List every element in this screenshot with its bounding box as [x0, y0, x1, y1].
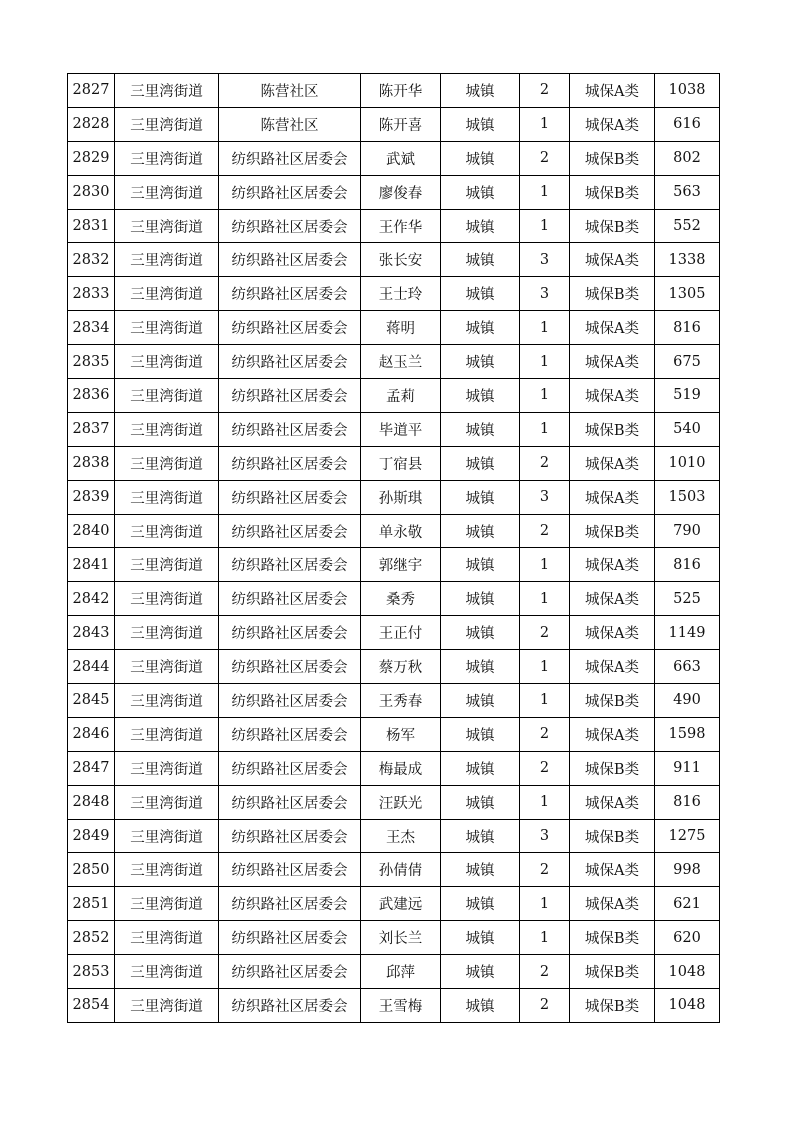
cell-row-number: 2828: [68, 107, 115, 141]
cell-area-type: 城镇: [441, 684, 520, 718]
cell-amount: 616: [655, 107, 720, 141]
table-body: [68, 74, 720, 1023]
cell-area-type: 城镇: [441, 175, 520, 209]
cell-household-size: 1: [520, 582, 570, 616]
cell-subdistrict: 三里湾街道: [115, 446, 219, 480]
cell-household-size: 1: [520, 650, 570, 684]
cell-household-head: 孙倩倩: [361, 853, 441, 887]
cell-area-type: 城镇: [441, 921, 520, 955]
cell-household-size: 2: [520, 955, 570, 989]
cell-household-head: 武斌: [361, 141, 441, 175]
table-row: [68, 379, 720, 413]
cell-community: 纺织路社区居委会: [219, 785, 361, 819]
cell-household-head: 王士玲: [361, 277, 441, 311]
cell-household-size: 1: [520, 345, 570, 379]
cell-household-head: 王作华: [361, 209, 441, 243]
cell-row-number: 2840: [68, 514, 115, 548]
cell-household-head: 郭继宇: [361, 548, 441, 582]
cell-household-head: 孟莉: [361, 379, 441, 413]
cell-community: 纺织路社区居委会: [219, 921, 361, 955]
cell-category: 城保A类: [570, 650, 655, 684]
cell-community: 纺织路社区居委会: [219, 955, 361, 989]
cell-household-size: 1: [520, 684, 570, 718]
cell-area-type: 城镇: [441, 514, 520, 548]
cell-household-head: 张长安: [361, 243, 441, 277]
cell-area-type: 城镇: [441, 853, 520, 887]
cell-area-type: 城镇: [441, 141, 520, 175]
table-row: [68, 345, 720, 379]
cell-category: 城保A类: [570, 785, 655, 819]
cell-category: 城保B类: [570, 175, 655, 209]
cell-category: 城保B类: [570, 277, 655, 311]
cell-household-head: 王杰: [361, 819, 441, 853]
cell-subdistrict: 三里湾街道: [115, 480, 219, 514]
cell-amount: 816: [655, 785, 720, 819]
cell-row-number: 2842: [68, 582, 115, 616]
table-row: [68, 514, 720, 548]
table-row: [68, 412, 720, 446]
cell-row-number: 2835: [68, 345, 115, 379]
cell-row-number: 2836: [68, 379, 115, 413]
cell-community: 纺织路社区居委会: [219, 277, 361, 311]
cell-area-type: 城镇: [441, 311, 520, 345]
cell-row-number: 2849: [68, 819, 115, 853]
cell-category: 城保A类: [570, 582, 655, 616]
cell-community: 纺织路社区居委会: [219, 480, 361, 514]
cell-row-number: 2829: [68, 141, 115, 175]
table-row: [68, 141, 720, 175]
cell-row-number: 2852: [68, 921, 115, 955]
cell-category: 城保B类: [570, 684, 655, 718]
cell-category: 城保B类: [570, 209, 655, 243]
cell-household-head: 王秀春: [361, 684, 441, 718]
cell-community: 纺织路社区居委会: [219, 751, 361, 785]
cell-amount: 1048: [655, 989, 720, 1023]
cell-area-type: 城镇: [441, 650, 520, 684]
cell-household-size: 1: [520, 548, 570, 582]
cell-subdistrict: 三里湾街道: [115, 785, 219, 819]
cell-row-number: 2838: [68, 446, 115, 480]
cell-amount: 998: [655, 853, 720, 887]
cell-subdistrict: 三里湾街道: [115, 684, 219, 718]
cell-row-number: 2845: [68, 684, 115, 718]
cell-community: 纺织路社区居委会: [219, 887, 361, 921]
cell-household-size: 3: [520, 480, 570, 514]
cell-area-type: 城镇: [441, 446, 520, 480]
cell-area-type: 城镇: [441, 107, 520, 141]
cell-household-size: 1: [520, 412, 570, 446]
cell-community: 纺织路社区居委会: [219, 243, 361, 277]
cell-row-number: 2843: [68, 616, 115, 650]
cell-area-type: 城镇: [441, 412, 520, 446]
cell-community: 纺织路社区居委会: [219, 548, 361, 582]
cell-amount: 675: [655, 345, 720, 379]
cell-household-head: 单永敬: [361, 514, 441, 548]
cell-category: 城保A类: [570, 107, 655, 141]
cell-subdistrict: 三里湾街道: [115, 243, 219, 277]
cell-subdistrict: 三里湾街道: [115, 209, 219, 243]
cell-community: 纺织路社区居委会: [219, 989, 361, 1023]
cell-amount: 1275: [655, 819, 720, 853]
cell-household-size: 2: [520, 446, 570, 480]
cell-category: 城保A类: [570, 311, 655, 345]
cell-community: 纺织路社区居委会: [219, 650, 361, 684]
cell-amount: 1149: [655, 616, 720, 650]
cell-community: 纺织路社区居委会: [219, 582, 361, 616]
table-row: [68, 209, 720, 243]
cell-subdistrict: 三里湾街道: [115, 989, 219, 1023]
cell-area-type: 城镇: [441, 209, 520, 243]
table-row: [68, 717, 720, 751]
cell-category: 城保A类: [570, 853, 655, 887]
cell-household-size: 1: [520, 209, 570, 243]
cell-community: 纺织路社区居委会: [219, 616, 361, 650]
cell-household-head: 刘长兰: [361, 921, 441, 955]
cell-row-number: 2854: [68, 989, 115, 1023]
cell-amount: 525: [655, 582, 720, 616]
cell-household-head: 邱萍: [361, 955, 441, 989]
table-row: [68, 277, 720, 311]
table-row: [68, 74, 720, 108]
cell-subdistrict: 三里湾街道: [115, 582, 219, 616]
cell-row-number: 2832: [68, 243, 115, 277]
cell-community: 纺织路社区居委会: [219, 853, 361, 887]
cell-category: 城保A类: [570, 74, 655, 108]
cell-community: 纺织路社区居委会: [219, 345, 361, 379]
cell-area-type: 城镇: [441, 480, 520, 514]
cell-category: 城保B类: [570, 989, 655, 1023]
cell-subdistrict: 三里湾街道: [115, 548, 219, 582]
cell-community: 纺织路社区居委会: [219, 379, 361, 413]
table-row: [68, 887, 720, 921]
cell-household-head: 桑秀: [361, 582, 441, 616]
cell-category: 城保A类: [570, 379, 655, 413]
cell-amount: 1338: [655, 243, 720, 277]
table-row: [68, 955, 720, 989]
table-row: [68, 785, 720, 819]
cell-area-type: 城镇: [441, 785, 520, 819]
cell-area-type: 城镇: [441, 717, 520, 751]
cell-household-size: 3: [520, 819, 570, 853]
cell-area-type: 城镇: [441, 751, 520, 785]
cell-amount: 490: [655, 684, 720, 718]
cell-row-number: 2827: [68, 74, 115, 108]
cell-area-type: 城镇: [441, 379, 520, 413]
cell-household-size: 1: [520, 921, 570, 955]
cell-amount: 1010: [655, 446, 720, 480]
cell-subdistrict: 三里湾街道: [115, 311, 219, 345]
cell-household-head: 丁宿县: [361, 446, 441, 480]
cell-household-head: 蔡万秋: [361, 650, 441, 684]
cell-household-size: 1: [520, 379, 570, 413]
cell-subdistrict: 三里湾街道: [115, 921, 219, 955]
cell-household-size: 2: [520, 989, 570, 1023]
cell-row-number: 2830: [68, 175, 115, 209]
cell-subdistrict: 三里湾街道: [115, 379, 219, 413]
cell-household-size: 3: [520, 277, 570, 311]
cell-category: 城保A类: [570, 887, 655, 921]
cell-amount: 563: [655, 175, 720, 209]
cell-community: 纺织路社区居委会: [219, 412, 361, 446]
cell-household-head: 杨军: [361, 717, 441, 751]
cell-category: 城保A类: [570, 616, 655, 650]
cell-household-size: 2: [520, 74, 570, 108]
cell-household-head: 王雪梅: [361, 989, 441, 1023]
cell-community: 纺织路社区居委会: [219, 446, 361, 480]
cell-amount: 621: [655, 887, 720, 921]
cell-household-size: 1: [520, 175, 570, 209]
assistance-roster-table: [67, 73, 720, 1023]
cell-household-size: 1: [520, 107, 570, 141]
cell-household-size: 2: [520, 616, 570, 650]
cell-row-number: 2851: [68, 887, 115, 921]
cell-category: 城保B类: [570, 751, 655, 785]
cell-community: 陈营社区: [219, 107, 361, 141]
cell-amount: 790: [655, 514, 720, 548]
cell-community: 纺织路社区居委会: [219, 819, 361, 853]
cell-amount: 1038: [655, 74, 720, 108]
cell-row-number: 2846: [68, 717, 115, 751]
cell-area-type: 城镇: [441, 582, 520, 616]
cell-household-head: 廖俊春: [361, 175, 441, 209]
table-row: [68, 650, 720, 684]
cell-row-number: 2844: [68, 650, 115, 684]
cell-household-head: 蒋明: [361, 311, 441, 345]
cell-subdistrict: 三里湾街道: [115, 345, 219, 379]
cell-amount: 1503: [655, 480, 720, 514]
cell-amount: 1305: [655, 277, 720, 311]
cell-category: 城保A类: [570, 548, 655, 582]
cell-subdistrict: 三里湾街道: [115, 412, 219, 446]
cell-category: 城保B类: [570, 412, 655, 446]
cell-subdistrict: 三里湾街道: [115, 514, 219, 548]
cell-category: 城保B类: [570, 955, 655, 989]
cell-amount: 802: [655, 141, 720, 175]
cell-row-number: 2853: [68, 955, 115, 989]
cell-community: 纺织路社区居委会: [219, 141, 361, 175]
table-row: [68, 751, 720, 785]
cell-amount: 663: [655, 650, 720, 684]
cell-subdistrict: 三里湾街道: [115, 107, 219, 141]
cell-community: 纺织路社区居委会: [219, 311, 361, 345]
cell-amount: 620: [655, 921, 720, 955]
cell-subdistrict: 三里湾街道: [115, 175, 219, 209]
cell-community: 陈营社区: [219, 74, 361, 108]
table-row: [68, 616, 720, 650]
cell-household-size: 2: [520, 514, 570, 548]
cell-household-size: 1: [520, 311, 570, 345]
cell-amount: 540: [655, 412, 720, 446]
cell-row-number: 2850: [68, 853, 115, 887]
cell-subdistrict: 三里湾街道: [115, 74, 219, 108]
cell-row-number: 2841: [68, 548, 115, 582]
table-row: [68, 480, 720, 514]
cell-row-number: 2834: [68, 311, 115, 345]
cell-household-size: 2: [520, 853, 570, 887]
cell-household-head: 赵玉兰: [361, 345, 441, 379]
cell-household-head: 汪跃光: [361, 785, 441, 819]
cell-subdistrict: 三里湾街道: [115, 751, 219, 785]
cell-amount: 1598: [655, 717, 720, 751]
cell-household-size: 3: [520, 243, 570, 277]
cell-household-head: 陈开喜: [361, 107, 441, 141]
table-row: [68, 853, 720, 887]
table-row: [68, 311, 720, 345]
cell-row-number: 2833: [68, 277, 115, 311]
cell-area-type: 城镇: [441, 74, 520, 108]
table-row: [68, 819, 720, 853]
cell-row-number: 2839: [68, 480, 115, 514]
cell-subdistrict: 三里湾街道: [115, 819, 219, 853]
table-row: [68, 921, 720, 955]
cell-household-size: 2: [520, 141, 570, 175]
cell-household-size: 1: [520, 887, 570, 921]
cell-area-type: 城镇: [441, 887, 520, 921]
cell-household-head: 武建远: [361, 887, 441, 921]
cell-amount: 519: [655, 379, 720, 413]
table-row: [68, 107, 720, 141]
cell-household-size: 2: [520, 751, 570, 785]
cell-category: 城保B类: [570, 921, 655, 955]
cell-household-head: 孙斯琪: [361, 480, 441, 514]
cell-area-type: 城镇: [441, 277, 520, 311]
cell-category: 城保A类: [570, 717, 655, 751]
cell-household-size: 1: [520, 785, 570, 819]
cell-category: 城保A类: [570, 345, 655, 379]
cell-amount: 816: [655, 548, 720, 582]
cell-household-head: 毕道平: [361, 412, 441, 446]
cell-subdistrict: 三里湾街道: [115, 277, 219, 311]
cell-area-type: 城镇: [441, 989, 520, 1023]
cell-community: 纺织路社区居委会: [219, 175, 361, 209]
cell-category: 城保B类: [570, 514, 655, 548]
cell-amount: 552: [655, 209, 720, 243]
cell-area-type: 城镇: [441, 243, 520, 277]
cell-row-number: 2848: [68, 785, 115, 819]
cell-amount: 1048: [655, 955, 720, 989]
cell-category: 城保B类: [570, 819, 655, 853]
cell-row-number: 2831: [68, 209, 115, 243]
table-row: [68, 684, 720, 718]
cell-area-type: 城镇: [441, 616, 520, 650]
cell-household-head: 梅最成: [361, 751, 441, 785]
cell-category: 城保B类: [570, 141, 655, 175]
cell-subdistrict: 三里湾街道: [115, 853, 219, 887]
cell-subdistrict: 三里湾街道: [115, 650, 219, 684]
cell-household-size: 2: [520, 717, 570, 751]
cell-community: 纺织路社区居委会: [219, 684, 361, 718]
cell-community: 纺织路社区居委会: [219, 514, 361, 548]
table-row: [68, 243, 720, 277]
cell-area-type: 城镇: [441, 819, 520, 853]
cell-area-type: 城镇: [441, 955, 520, 989]
cell-category: 城保A类: [570, 446, 655, 480]
table-row: [68, 446, 720, 480]
cell-row-number: 2837: [68, 412, 115, 446]
cell-household-head: 王正付: [361, 616, 441, 650]
table-row: [68, 582, 720, 616]
table-row: [68, 175, 720, 209]
table-row: [68, 548, 720, 582]
cell-community: 纺织路社区居委会: [219, 209, 361, 243]
table-row: [68, 989, 720, 1023]
cell-area-type: 城镇: [441, 548, 520, 582]
cell-subdistrict: 三里湾街道: [115, 955, 219, 989]
cell-subdistrict: 三里湾街道: [115, 717, 219, 751]
cell-subdistrict: 三里湾街道: [115, 141, 219, 175]
cell-amount: 816: [655, 311, 720, 345]
cell-category: 城保A类: [570, 480, 655, 514]
cell-household-head: 陈开华: [361, 74, 441, 108]
cell-category: 城保A类: [570, 243, 655, 277]
cell-row-number: 2847: [68, 751, 115, 785]
cell-subdistrict: 三里湾街道: [115, 887, 219, 921]
cell-subdistrict: 三里湾街道: [115, 616, 219, 650]
cell-community: 纺织路社区居委会: [219, 717, 361, 751]
cell-amount: 911: [655, 751, 720, 785]
cell-area-type: 城镇: [441, 345, 520, 379]
